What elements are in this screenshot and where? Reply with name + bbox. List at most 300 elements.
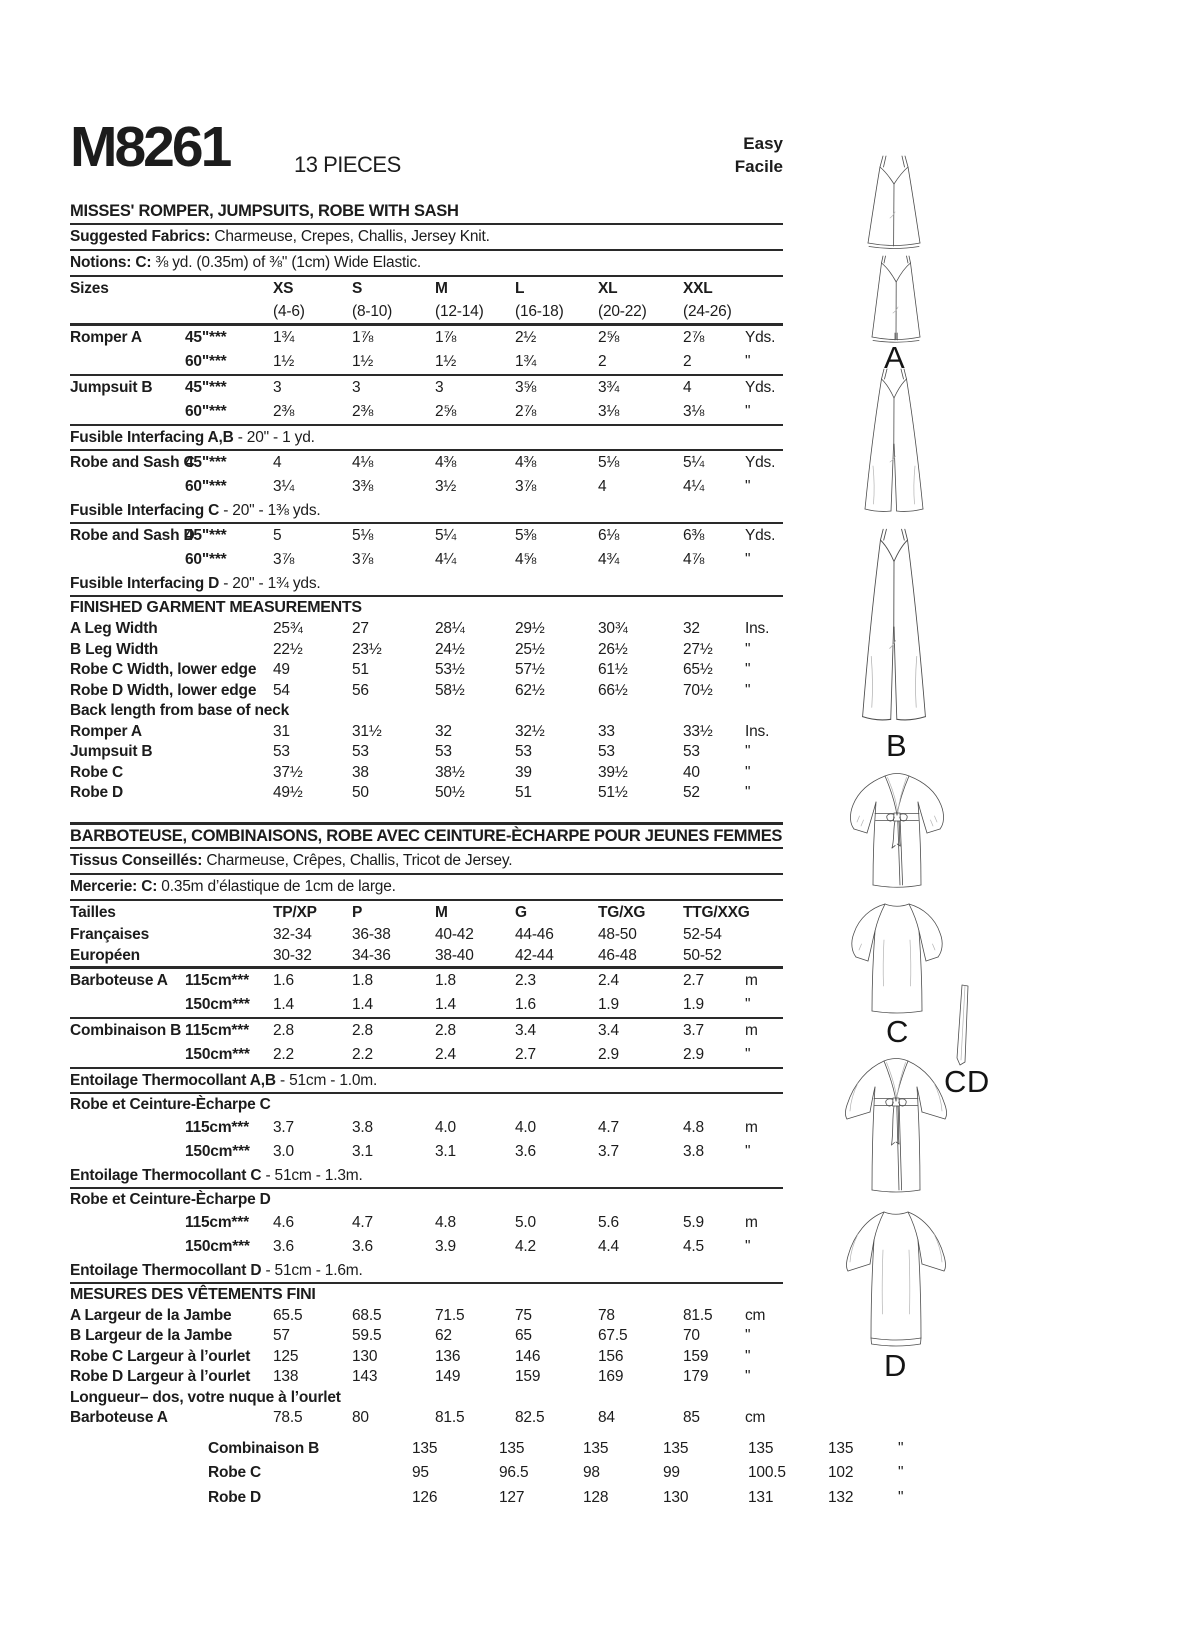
romper-a-yardage	[70, 326, 783, 374]
cell-value: 33	[598, 722, 615, 740]
piece-count: 13 PIECES	[294, 152, 401, 177]
cell-value: 53½	[435, 661, 465, 678]
cell-value: 39½	[598, 763, 628, 781]
cell-value: 33½	[683, 722, 713, 740]
row-unit: m	[745, 1213, 758, 1231]
robe-d-yardage	[70, 1211, 783, 1259]
cell-value: 4.4	[598, 1237, 619, 1255]
cell-value: 1.6	[515, 995, 536, 1013]
row-label: Robe and Sash C	[70, 454, 195, 471]
cell-value: 6⅛	[598, 527, 620, 544]
cell-value: 138	[273, 1368, 299, 1385]
finished-measurements-title: FINISHED GARMENT MEASUREMENTS	[70, 599, 362, 616]
cell-value: 5⅛	[352, 527, 374, 544]
width-sublabel: 150cm***	[185, 1045, 250, 1063]
size-name: TP/XP	[273, 903, 317, 921]
cell-value: 4	[273, 454, 282, 471]
width-sublabel: 45"***	[185, 527, 227, 544]
cell-value: 37½	[273, 763, 303, 781]
size-range: (8-10)	[352, 303, 393, 320]
row-unit: "	[745, 353, 751, 370]
cell-value: 82.5	[515, 1409, 545, 1426]
longueur-title: Longueur– dos, votre nuque à l’ourlet	[70, 1388, 341, 1406]
cell-value: 179	[683, 1368, 709, 1385]
width-sublabel: 115cm***	[185, 971, 249, 989]
cell-value: 4.0	[435, 1118, 456, 1136]
cell-value: 22½	[273, 640, 303, 658]
tailles-eu-row: Européen 30-32 34-36 38-40 42-44 46-48 50-52	[70, 946, 722, 964]
cell-value: 96.5	[499, 1464, 529, 1481]
cell-value: 135	[663, 1439, 689, 1457]
cell-value: 4	[598, 478, 607, 495]
size-name: L	[515, 280, 525, 297]
row-unit: "	[745, 661, 751, 678]
entoilage-ab-line: Entoilage Thermocollant A,B - 51cm - 1.0m.	[70, 1071, 378, 1089]
width-sublabel: 115cm***	[185, 1118, 249, 1136]
cell-value: 53	[352, 743, 369, 760]
cell-value: 3	[352, 379, 361, 396]
figure-robe-d-back	[844, 1206, 948, 1350]
cell-value: 4⅞	[683, 551, 705, 568]
cell-value: 61½	[598, 661, 628, 678]
cell-value: 4.0	[515, 1118, 536, 1136]
cell-value: 2	[683, 353, 692, 370]
tissus-line: Tissus Conseillés: Charmeuse, Crêpes, Challis, Tricot de Jersey.	[70, 851, 513, 869]
table-row	[70, 1211, 783, 1235]
combinaison-b-yardage	[70, 1019, 783, 1067]
cell-value: 130	[663, 1488, 689, 1506]
cell-value: 1.4	[435, 995, 456, 1013]
tailles-label: Tailles	[70, 903, 116, 921]
table-row	[70, 619, 783, 640]
cell-value: 2⅞	[683, 329, 705, 346]
cell-value: 2⅜	[273, 403, 295, 420]
long-robe-front-drawing	[842, 1053, 950, 1199]
cell-value: 131	[748, 1488, 774, 1506]
cell-value: 5¼	[683, 454, 705, 471]
cell-value: 70½	[683, 681, 713, 699]
cell-value: 5¼	[435, 527, 457, 544]
width-sublabel: 45"***	[185, 454, 227, 471]
row-label: Jumpsuit B	[70, 379, 153, 396]
cell-value: 1¾	[273, 329, 295, 346]
bottom-measurements-block	[208, 1437, 988, 1511]
mercerie-line: Mercerie: C: 0.35m d’élastique de 1cm de large.	[70, 877, 396, 895]
notions-text: ⅜ yd. (0.35m) of ⅜" (1cm) Wide Elastic.	[151, 254, 422, 271]
row-label: Combinaison B	[208, 1439, 320, 1457]
cell-value: 27½	[683, 640, 713, 658]
cell-value: 51	[352, 661, 369, 678]
cell-value: 3.1	[435, 1142, 456, 1160]
table-row	[70, 475, 783, 499]
width-sublabel: 115cm***	[185, 1213, 249, 1231]
size-name: XL	[598, 280, 618, 297]
tailles-header-row	[70, 901, 783, 924]
cell-value: 5⅛	[598, 454, 620, 471]
cell-value: 3.4	[515, 1021, 536, 1039]
cell-value: 143	[352, 1368, 378, 1385]
cell-value: 53	[683, 743, 700, 760]
cell-value: 4⅝	[515, 551, 537, 568]
row-label: B Largeur de la Jambe	[70, 1327, 233, 1344]
cell-value: 5	[273, 527, 282, 544]
mesures-title: MESURES DES VÊTEMENTS FINI	[70, 1285, 316, 1303]
cell-value: 2.7	[515, 1045, 536, 1063]
table-row	[70, 783, 783, 804]
cell-value: 50½	[435, 784, 465, 801]
cell-value: 27	[352, 620, 369, 637]
table-row	[70, 722, 783, 743]
cell-value: 2.4	[598, 971, 619, 989]
cell-value: 2½	[515, 329, 537, 346]
row-label: Jumpsuit B	[70, 743, 153, 760]
robe-back-drawing	[846, 898, 948, 1016]
robe-c-yardage	[70, 1116, 783, 1164]
row-label: Combinaison B	[70, 1021, 182, 1039]
cell-value: 2.2	[352, 1045, 373, 1063]
cell-value: 75	[515, 1306, 532, 1324]
row-unit: "	[745, 551, 751, 568]
cell-value: 2⅞	[515, 403, 537, 420]
cell-value: 2⅜	[352, 403, 374, 420]
width-sublabel: 60"***	[185, 353, 227, 370]
row-label: Barboteuse A	[70, 971, 168, 989]
width-sublabel: 60"***	[185, 551, 227, 568]
view-letter-d: D	[884, 1348, 907, 1383]
cell-value: 29½	[515, 620, 545, 637]
cell-value: 136	[435, 1347, 461, 1365]
cell-value: 1.4	[352, 995, 373, 1013]
cell-value: 3⅞	[352, 551, 374, 568]
row-unit: "	[898, 1488, 904, 1506]
robe-sash-d-yardage	[70, 524, 783, 572]
cell-value: 1.6	[273, 971, 294, 989]
table-row	[70, 1306, 783, 1327]
cell-value: 2.7	[683, 971, 704, 989]
view-letter-b: B	[886, 728, 908, 763]
cell-value: 1⅞	[352, 329, 374, 346]
cell-value: 28¼	[435, 620, 465, 637]
back-length-table	[70, 722, 783, 804]
cell-value: 5.6	[598, 1213, 619, 1231]
cell-value: 125	[273, 1347, 299, 1365]
cell-value: 135	[828, 1439, 854, 1457]
table-row	[70, 376, 783, 400]
cell-value: 51	[515, 784, 532, 801]
cell-value: 53	[435, 743, 452, 760]
cell-value: 3¾	[598, 379, 620, 396]
row-unit: "	[745, 681, 751, 699]
row-unit: Ins.	[745, 620, 770, 637]
english-title: MISSES' ROMPER, JUMPSUITS, ROBE WITH SASH	[70, 202, 459, 220]
row-label: Robe C Largeur à l’ourlet	[70, 1347, 251, 1365]
size-range: (12-14)	[435, 303, 484, 320]
cell-value: 1½	[435, 353, 457, 370]
cell-value: 135	[583, 1439, 609, 1457]
view-letter-c: C	[886, 1014, 909, 1049]
cell-value: 3.7	[598, 1142, 619, 1160]
sizes-label: Sizes	[70, 280, 109, 297]
row-unit: cm	[745, 1306, 766, 1324]
table-row	[70, 993, 783, 1017]
size-name: M	[435, 280, 448, 297]
width-sublabel: 60"***	[185, 478, 227, 495]
row-unit: "	[745, 743, 751, 760]
cell-value: 100.5	[748, 1464, 786, 1481]
cell-value: 4	[683, 379, 692, 396]
size-name: P	[352, 903, 363, 921]
sash-drawing	[954, 984, 976, 1066]
romper-front-drawing	[858, 155, 930, 252]
cell-value: 4¾	[598, 551, 620, 568]
cell-value: 3⅛	[598, 403, 620, 420]
table-row	[70, 1019, 783, 1043]
row-unit: Yds.	[745, 379, 776, 396]
table-row	[70, 742, 783, 763]
cell-value: 1.8	[435, 971, 456, 989]
cell-value: 1.8	[352, 971, 373, 989]
difficulty-badge	[735, 132, 783, 178]
cell-value: 5.9	[683, 1213, 704, 1231]
table-row	[70, 400, 783, 424]
cell-value: 53	[598, 743, 615, 760]
row-label: B Leg Width	[70, 640, 159, 658]
cell-value: 30¾	[598, 620, 628, 637]
cell-value: 98	[583, 1464, 600, 1481]
cell-value: 169	[598, 1368, 624, 1385]
figure-sash-cd	[954, 984, 976, 1066]
row-unit: Yds.	[745, 329, 776, 346]
cell-value: 159	[683, 1347, 709, 1365]
cell-value: 3	[273, 379, 282, 396]
cell-value: 78	[598, 1306, 615, 1324]
cell-value: 84	[598, 1409, 615, 1426]
cell-value: 24½	[435, 640, 465, 658]
cell-value: 52	[683, 784, 700, 801]
content-column	[70, 115, 904, 1510]
cell-value: 38½	[435, 763, 465, 781]
figure-jumpsuit-b-back	[855, 528, 933, 726]
entoilage-d-line: Entoilage Thermocollant D - 51cm - 1.6m.	[70, 1261, 363, 1279]
pattern-number: M8261	[70, 115, 230, 179]
mesures-table	[70, 1306, 783, 1388]
notions-line	[70, 251, 783, 275]
size-name: TG/XG	[598, 903, 646, 921]
cell-value: 3⅜	[352, 478, 374, 495]
row-unit: "	[745, 784, 751, 801]
figure-robe-d-front	[842, 1053, 950, 1199]
french-title: BARBOTEUSE, COMBINAISONS, ROBE AVEC CEINTURE-ÈCHARPE POUR JEUNES FEMMES	[70, 826, 783, 845]
table-row	[70, 1347, 783, 1368]
cell-value: 40	[683, 763, 700, 781]
row-unit: m	[745, 971, 758, 989]
row-unit: "	[745, 1368, 751, 1385]
row-unit: "	[745, 1045, 751, 1063]
robe-d-header: Robe et Ceinture-Ècharpe D	[70, 1190, 271, 1208]
size-name: S	[352, 280, 363, 297]
row-label: A Leg Width	[70, 620, 158, 637]
interfacing-c-line: Fusible Interfacing C - 20" - 1⅜ yds.	[70, 502, 321, 519]
cell-value: 53	[273, 743, 290, 760]
cell-value: 5.0	[515, 1213, 536, 1231]
cell-value: 71.5	[435, 1306, 465, 1324]
table-row	[208, 1461, 988, 1486]
row-label: Robe C	[208, 1464, 262, 1481]
size-range: (4-6)	[273, 303, 305, 320]
cell-value: 3.9	[435, 1237, 456, 1255]
cell-value: 57½	[515, 661, 545, 678]
row-label: Robe C	[70, 763, 124, 781]
cell-value: 159	[515, 1368, 541, 1385]
cell-value: 1½	[352, 353, 374, 370]
tailles-fr-row: Françaises 32-34 36-38 40-42 44-46 48-50 52-54	[70, 925, 722, 943]
interfacing-ab-line: Fusible Interfacing A,B - 20" - 1 yd.	[70, 429, 315, 446]
row-unit: "	[745, 1347, 751, 1365]
cell-value: 4⅜	[515, 454, 537, 471]
view-letter-a: A	[884, 340, 906, 375]
row-unit: "	[745, 763, 751, 781]
row-unit: "	[745, 1142, 751, 1160]
table-row	[70, 1043, 783, 1067]
row-unit: "	[745, 478, 751, 495]
cell-value: 68.5	[352, 1306, 382, 1324]
size-name: TTG/XXG	[683, 903, 750, 921]
width-sublabel: 45"***	[185, 379, 227, 396]
fabrics-label: Suggested Fabrics:	[70, 228, 211, 245]
cell-value: 58½	[435, 681, 465, 699]
table-row	[70, 1408, 783, 1429]
figure-robe-c-back	[846, 898, 948, 1016]
cell-value: 38	[352, 763, 369, 781]
table-row	[70, 763, 783, 784]
cell-value: 2.9	[683, 1045, 704, 1063]
interfacing-d-line: Fusible Interfacing D - 20" - 1¾ yds.	[70, 575, 321, 592]
cell-value: 4⅛	[352, 454, 374, 471]
row-label: A Largeur de la Jambe	[70, 1306, 232, 1324]
jumpsuit-back-drawing	[855, 528, 933, 726]
row-label: Romper A	[70, 722, 142, 740]
barboteuse-a-yardage	[70, 969, 783, 1017]
cell-value: 23½	[352, 640, 382, 658]
difficulty-label-fr: Facile	[734, 157, 783, 176]
cell-value: 99	[663, 1464, 680, 1481]
masthead	[70, 116, 783, 200]
table-row	[70, 1367, 783, 1388]
cell-value: 102	[828, 1464, 854, 1481]
row-unit: m	[745, 1118, 758, 1136]
cell-value: 3.1	[352, 1142, 373, 1160]
table-row	[70, 1235, 783, 1259]
cell-value: 2.8	[352, 1021, 373, 1039]
row-label: Romper A	[70, 329, 142, 346]
cell-value: 126	[412, 1488, 438, 1506]
row-unit: "	[745, 995, 751, 1013]
row-unit: m	[745, 1021, 758, 1039]
cell-value: 53	[515, 743, 532, 760]
cell-value: 78.5	[273, 1409, 303, 1426]
cell-value: 4¼	[435, 551, 457, 568]
cell-value: 4.2	[515, 1237, 536, 1255]
cell-value: 3	[435, 379, 444, 396]
cell-value: 1¾	[515, 353, 537, 370]
row-label: Barboteuse A	[70, 1409, 168, 1426]
width-sublabel: 150cm***	[185, 1237, 250, 1255]
cell-value: 3.7	[273, 1118, 294, 1136]
finished-measurements-table	[70, 619, 783, 701]
cell-value: 3⅝	[515, 379, 537, 396]
cell-value: 4.6	[273, 1213, 294, 1231]
cell-value: 1.4	[273, 995, 294, 1013]
cell-value: 128	[583, 1488, 609, 1506]
cell-value: 57	[273, 1327, 290, 1344]
cell-value: 127	[499, 1488, 525, 1506]
longueur-table	[70, 1408, 783, 1429]
row-unit: Yds.	[745, 454, 776, 471]
table-row	[70, 640, 783, 661]
row-unit: "	[898, 1464, 904, 1481]
cell-value: 3.0	[273, 1142, 294, 1160]
size-range: (20-22)	[598, 303, 647, 320]
cell-value: 25½	[515, 640, 545, 658]
width-sublabel: 45"***	[185, 329, 227, 346]
table-row	[70, 326, 783, 350]
cell-value: 39	[515, 763, 532, 781]
cell-value: 1½	[273, 353, 295, 370]
cell-value: 3.4	[598, 1021, 619, 1039]
width-sublabel: 150cm***	[185, 1142, 250, 1160]
cell-value: 4.8	[435, 1213, 456, 1231]
figure-romper-a-back	[864, 255, 930, 344]
cell-value: 3.6	[352, 1237, 373, 1255]
cell-value: 95	[412, 1464, 429, 1481]
cell-value: 3.6	[273, 1237, 294, 1255]
cell-value: 70	[683, 1327, 700, 1344]
jumpsuit-b-yardage	[70, 376, 783, 424]
row-unit: "	[745, 403, 751, 420]
cell-value: 65	[515, 1327, 532, 1344]
cell-value: 31	[273, 722, 290, 740]
cell-value: 32½	[515, 722, 545, 740]
size-name: M	[435, 903, 448, 921]
cell-value: 80	[352, 1409, 369, 1426]
table-row	[70, 969, 783, 993]
cell-value: 6⅜	[683, 527, 705, 544]
cell-value: 2.8	[435, 1021, 456, 1039]
cell-value: 4⅜	[435, 454, 457, 471]
cell-value: 4.5	[683, 1237, 704, 1255]
cell-value: 32	[683, 620, 700, 637]
table-row	[70, 681, 783, 702]
cell-value: 32	[435, 722, 452, 740]
table-row	[208, 1486, 988, 1511]
cell-value: 3⅛	[683, 403, 705, 420]
cell-value: 62½	[515, 681, 545, 699]
cell-value: 3.7	[683, 1021, 704, 1039]
table-row	[70, 548, 783, 572]
row-unit: "	[898, 1439, 904, 1457]
table-row	[70, 451, 783, 475]
row-label: Robe D	[70, 784, 124, 801]
row-unit: Yds.	[745, 527, 776, 544]
cell-value: 65.5	[273, 1306, 303, 1324]
entoilage-c-line: Entoilage Thermocollant C - 51cm - 1.3m.	[70, 1166, 363, 1184]
size-name: G	[515, 903, 527, 921]
row-label: Robe C Width, lower edge	[70, 661, 257, 678]
size-range: (16-18)	[515, 303, 564, 320]
size-range: (24-26)	[683, 303, 732, 320]
cell-value: 4.8	[683, 1118, 704, 1136]
row-unit: "	[745, 1327, 751, 1344]
